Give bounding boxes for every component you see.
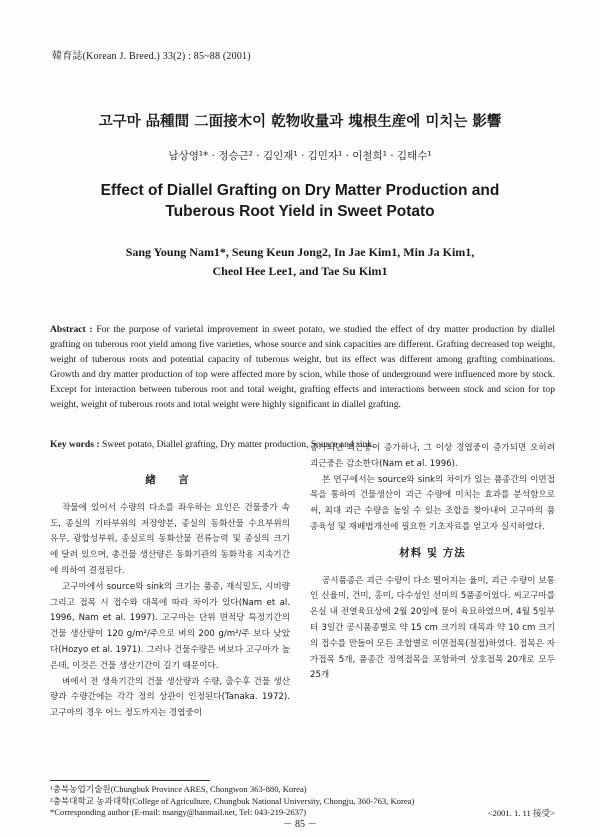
english-title bbox=[0, 180, 600, 222]
korean-authors: 남상영¹* · 정승근² · 김인재¹ · 김민자¹ · 이철희¹ · 김태수¹ bbox=[168, 150, 432, 162]
keywords-label: Key words : bbox=[50, 439, 100, 450]
intro-paragraph-1: 작물에 있어서 수량의 다소를 좌우하는 요인은 건물중가 속도, 종실의 기타부위의 저장양분, 종실의 동화산물 수요부위의 유무, 광합성부위, 종실로의 동화산물 전류능력 및 종실의 크기에 달려 있으며, 총건물 생산량은 동화기관의 동화작용 지속기간에 의하여 결정된다. bbox=[50, 502, 290, 576]
abstract bbox=[50, 322, 555, 412]
methods-paragraph-1: 공시품종은 괴근 수량이 다소 떨어지는 율미, 괴근 수량이 보통인 신율미, 건미, 홍미, 다수성인 선미의 5품종이었다. 씨고구마를 온실 내 전열육묘상에 2월 20일에 묻어 육묘하였으며, 4월 5일부터 3일간 공시품종별로 약 15 cm 크기의 대목과 약 10 cm 크기의 접수를 만들어 모든 조합별로 이면접목(절접)하였다. 접목은 자가접목 5개, 품종간 정역접목을 포함하여 상호접목 20개로 모두 25개 bbox=[310, 575, 555, 681]
intro-paragraph-3: 벼에서 전 생육기간의 건물 생산량과 수량, 출수후 건물 생산량과 수량간에는 각각 정의 상관이 인정된다(Tanaka. 1972). 고구마의 경우 어느 정도까지는 경엽중이 bbox=[50, 676, 290, 719]
keywords-text: Sweet potato, Diallel grafting, Dry matter production, Source and sink. bbox=[101, 439, 375, 450]
abstract-label: Abstract : bbox=[50, 324, 93, 335]
methods-heading: 材料 및 方法 bbox=[399, 546, 466, 559]
korean-title: 고구마 品種間 二面接木이 乾物收量과 塊根生産에 미치는 影響 bbox=[98, 114, 502, 130]
intro-continuation: 증가되면 괴근중이 증가하나, 그 이상 경엽중이 증가되면 오히려 괴근중은 감소한다(Nam et al. 1996). bbox=[310, 443, 555, 469]
footnotes bbox=[50, 784, 555, 819]
footnote-affiliation-2: ²충북대학교 농과대학(College of Agriculture, Chungbuk National University, Chongju, 360-763, Korea) bbox=[50, 795, 415, 806]
abstract-text: For the purpose of varietal improvement in sweet potato, we studied the effect of dry matter production by diallel grafting on tuberous root yield among five varieties, whose source and sink capacities are different. Grafting decreased top weight, weight of tuberous roots and potential capacity of tuberous weight, but its effect was different among grafting combinations. Growth and dry matter production of top were affected more by scion, while those of underground were influenced more by stock. Except for interaction between tuberous root and total weight, grafting effects and interactions between stock and scion for top weight, weight of tuberous roots and total weight were highly significant in diallel grafting. bbox=[50, 324, 555, 410]
intro-paragraph-2: 고구마에서 source와 sink의 크기는 품종, 재식밀도, 시비량 그리고 접목 시 접수와 대목에 따라 차이가 있다(Nam et al. 1996, Nam et al. 1997). 고구마는 단위 면적당 특정기간의 건물 생산량이 120 g/m²/주으로 벼의 200 g/m²/주 보다 낮았다(Hozyo et al. 1971). 그러나 건물수량은 벼보다 고구마가 높은데, 이것은 건물 생산기간이 길기 때문이다. bbox=[50, 581, 290, 671]
intro-paragraph-4: 본 연구에서는 source와 sink의 차이가 있는 품종간의 이면접목을 통하여 건물생산이 괴근 수량에 미치는 효과를 분석함으로써, 최대 괴근 수량을 높일 수 있는 조합을 찾아내어 고구마의 품종육성 및 재배법개선에 필요한 기초자료를 얻고자 실시하였다. bbox=[310, 474, 555, 532]
footnote-affiliation-1: ¹충북농업기술원(Chungbuk Province ARES, Chongwon 363-880, Korea) bbox=[50, 784, 307, 794]
page-number: － 85 － bbox=[282, 819, 318, 830]
introduction-heading: 緖 言 bbox=[145, 474, 195, 486]
footnote-corresponding: *Corresponding author (E-mail: nsangy@hanmail.net, Tel: 043-219-2637) bbox=[50, 807, 307, 817]
english-authors bbox=[0, 243, 600, 281]
right-column bbox=[310, 441, 555, 684]
authors-line-1: Sang Young Nam1*, Seung Keun Jong2, In Jae Kim1, Min Ja Kim1, bbox=[125, 245, 475, 259]
footnote-divider bbox=[50, 780, 210, 781]
authors-line-2: Cheol Hee Lee1, and Tae Su Kim1 bbox=[212, 264, 388, 278]
left-column bbox=[50, 465, 290, 722]
journal-citation: 韓育誌(Korean J. Breed.) 33(2) : 85~88 (2001) bbox=[52, 51, 251, 62]
received-date: <2001. 1. 11 接受> bbox=[487, 808, 555, 818]
english-title-line-1: Effect of Diallel Grafting on Dry Matter Production and bbox=[100, 182, 500, 199]
english-title-line-2: Tuberous Root Yield in Sweet Potato bbox=[165, 203, 435, 220]
